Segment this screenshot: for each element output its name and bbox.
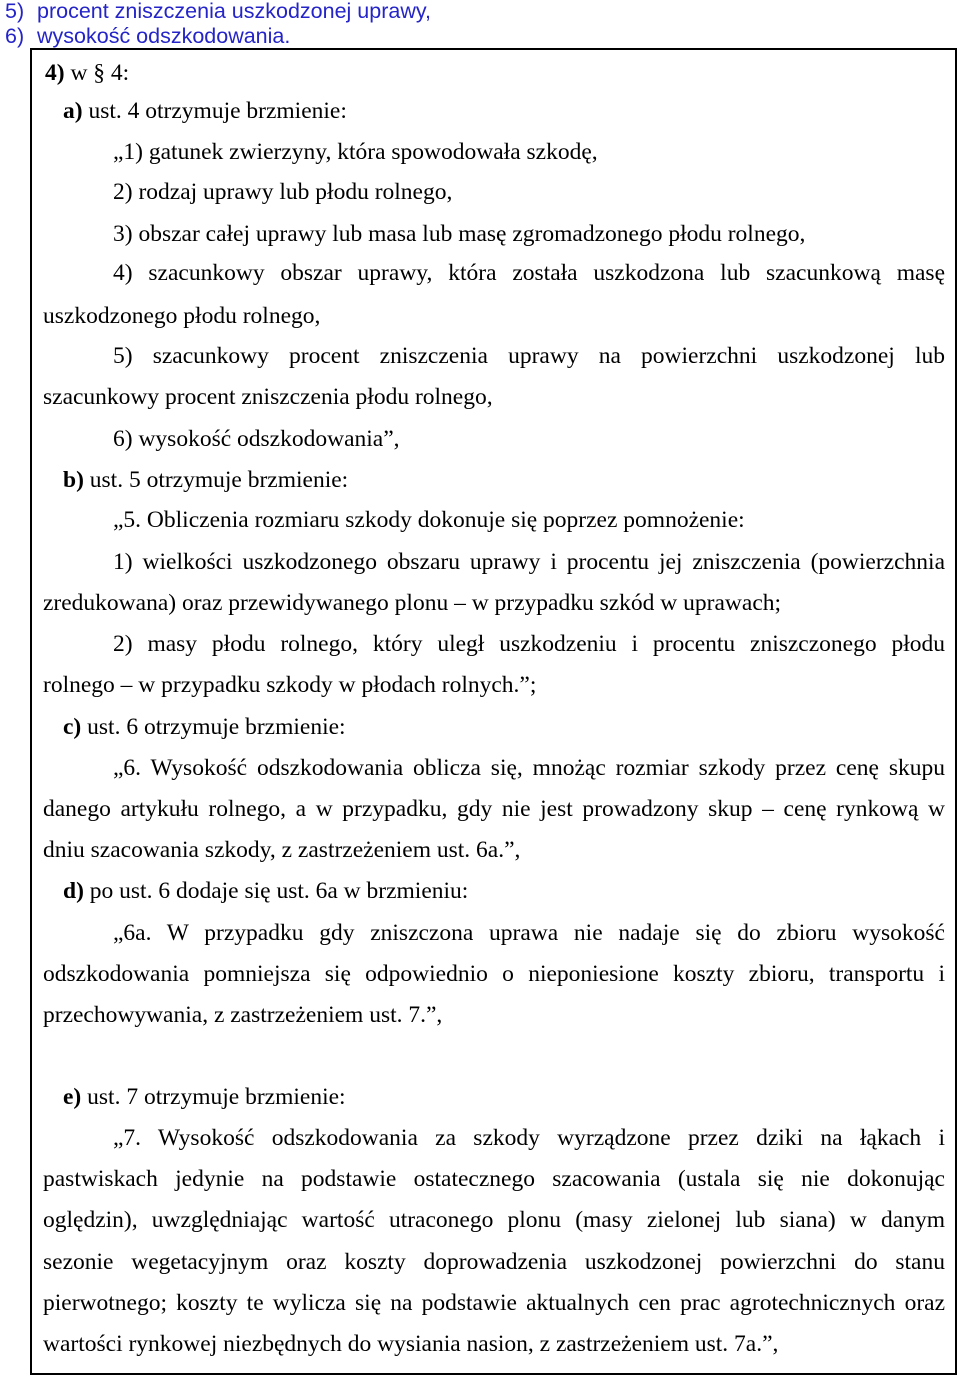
point-a-text-line: 2) rodzaj uprawy lub płodu rolnego, — [113, 179, 453, 205]
point-instruction: ust. 4 otrzymuje brzmienie: — [88, 98, 347, 124]
point-label: a) — [63, 98, 83, 124]
point-a-text-line: „1) gatunek zwierzyny, która spowodowała szkodę, — [113, 139, 598, 165]
point-e-text-line: pierwotnego; koszty te wylicza się na podstawie aktualnych cen prac agrotechnicznych oraz — [43, 1290, 945, 1316]
point-a-text-line: 5) szacunkowy procent zniszczenia uprawy na powierzchni uszkodzonej lub — [113, 343, 945, 369]
point-a-text-line: 3) obszar całej uprawy lub masa lub masę zgromadzonego płodu rolnego, — [113, 221, 806, 247]
point-b-text-line: „5. Obliczenia rozmiaru szkody dokonuje się poprzez pomnożenie: — [113, 507, 745, 533]
point-e-text-line: „7. Wysokość odszkodowania za szkody wyrządzone przez dziki na łąkach i — [113, 1125, 945, 1151]
point-b-text-line: rolnego – w przypadku szkody w płodach rolnych.”; — [43, 672, 537, 698]
amendment-number: 4) — [45, 60, 65, 86]
point-d-text-line: odszkodowania pomniejsza się odpowiednio o nieponiesione koszty zbioru, transportu i — [43, 961, 945, 987]
point-e-text-line: oględzin), uwzględniając wartość utraconego plonu (masy zielonej lub siana) w danym — [43, 1207, 945, 1233]
point-label: d) — [63, 878, 84, 904]
point-c-heading — [63, 713, 346, 741]
point-instruction: ust. 5 otrzymuje brzmienie: — [89, 467, 349, 493]
header-item-number: 6) — [5, 24, 25, 48]
point-label: c) — [63, 714, 82, 740]
point-b-text-line: zredukowana) oraz przewidywanego plonu – w przypadku szkód w uprawach; — [43, 590, 782, 616]
point-a-text-line: 4) szacunkowy obszar uprawy, która została uszkodzona lub szacunkową masę — [113, 260, 945, 286]
point-a-heading — [63, 97, 347, 125]
header-item — [5, 0, 431, 24]
point-d-heading — [63, 877, 468, 905]
point-c-text-line: danego artykułu rolnego, a w przypadku, gdy nie jest prowadzony skup – cenę rynkową w — [43, 796, 945, 822]
header-item-text: procent zniszczenia uszkodzonej uprawy, — [37, 0, 431, 23]
amendment-heading — [45, 59, 129, 87]
point-instruction: ust. 7 otrzymuje brzmienie: — [87, 1084, 346, 1110]
amendment-title: w § 4: — [70, 60, 130, 86]
point-label: e) — [63, 1084, 82, 1110]
point-e-text-line: pastwiskach jedynie na podstawie ostatecznego szacowania (ustala się nie dokonując — [43, 1166, 945, 1192]
point-e-text-line: wartości rynkowej niezbędnych do wysiania nasion, z zastrzeżeniem ust. 7a.”, — [43, 1331, 779, 1357]
point-a-text-line: szacunkowy procent zniszczenia płodu rolnego, — [43, 384, 493, 410]
point-e-heading — [63, 1083, 346, 1111]
point-instruction: po ust. 6 dodaje się ust. 6a w brzmieniu: — [89, 878, 469, 904]
point-c-text-line: „6. Wysokość odszkodowania oblicza się, mnożąc rozmiar szkody przez cenę skupu — [113, 755, 945, 781]
point-label: b) — [63, 467, 84, 493]
point-e-text-line: sezonie wegetacyjnym oraz koszty doprowadzenia uszkodzonej powierzchni do stanu — [43, 1249, 945, 1275]
header-item — [5, 24, 290, 49]
point-instruction: ust. 6 otrzymuje brzmienie: — [87, 714, 346, 740]
header-item-text: wysokość odszkodowania. — [37, 24, 291, 48]
point-c-text-line: dniu szacowania szkody, z zastrzeżeniem ust. 6a.”, — [43, 837, 521, 863]
point-d-text-line: „6a. W przypadku gdy zniszczona uprawa nie nadaje się do zbioru wysokość — [113, 920, 945, 946]
header-item-number: 5) — [5, 0, 25, 23]
point-d-text-line: przechowywania, z zastrzeżeniem ust. 7.”, — [43, 1002, 443, 1028]
point-a-text-line: uszkodzonego płodu rolnego, — [43, 303, 321, 329]
point-b-text-line: 1) wielkości uszkodzonego obszaru uprawy i procentu jej zniszczenia (powierzchnia — [113, 549, 945, 575]
amendment-frame — [30, 48, 957, 1375]
point-b-text-line: 2) masy płodu rolnego, który uległ uszkodzeniu i procentu zniszczonego płodu — [113, 631, 945, 657]
point-b-heading — [63, 466, 348, 494]
point-a-text-line: 6) wysokość odszkodowania”, — [113, 426, 400, 452]
